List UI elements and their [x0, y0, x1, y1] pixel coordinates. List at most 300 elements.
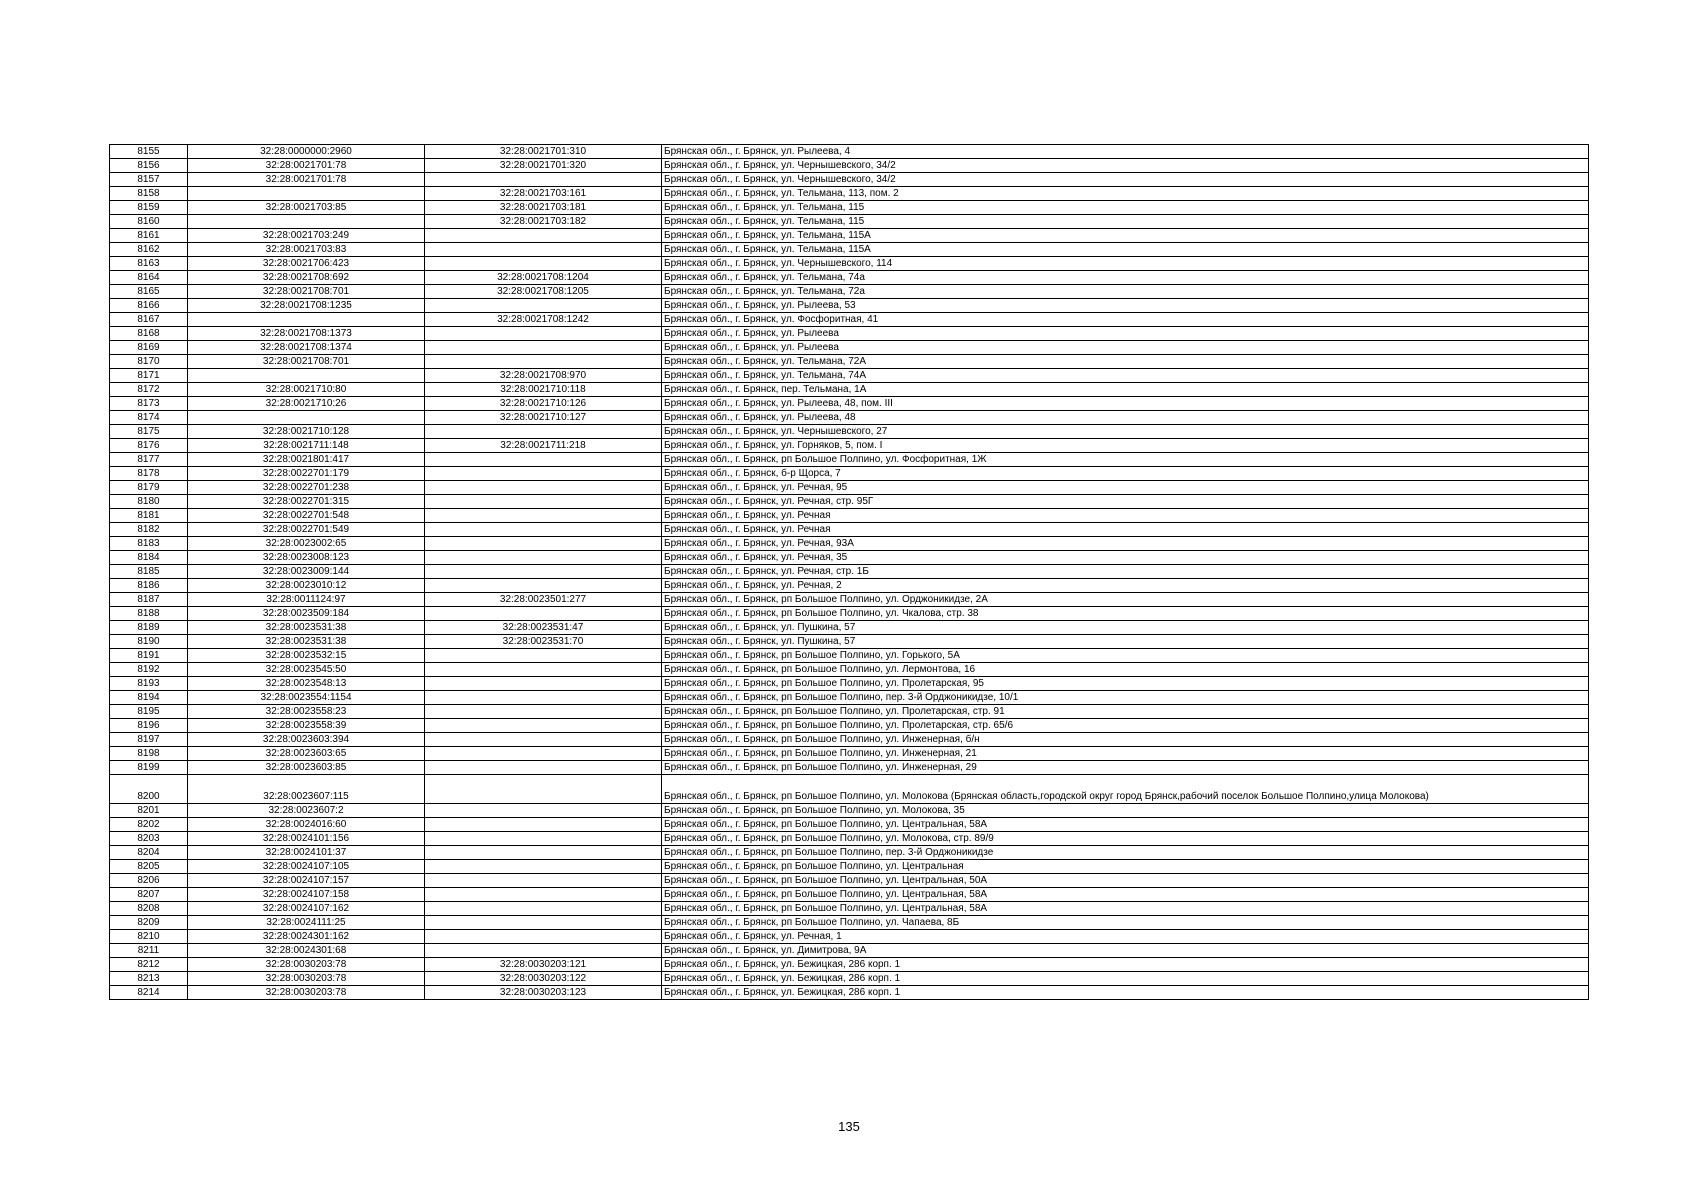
cadastral-number-cell: 32:28:0023002:65: [188, 537, 425, 551]
table-row: [110, 804, 1589, 818]
address-cell: Брянская обл., г. Брянск, рп Большое Полпино, пер. 3-й Орджоникидзе, 10/1: [662, 691, 1589, 705]
row-number-cell: 8172: [110, 383, 188, 397]
address-cell: Брянская обл., г. Брянск, рп Большое Полпино, ул. Чкалова, стр. 38: [662, 607, 1589, 621]
row-number-cell: 8193: [110, 677, 188, 691]
cadastral-number-cell: [188, 313, 425, 327]
row-number-cell: 8207: [110, 888, 188, 902]
row-number-cell: 8156: [110, 159, 188, 173]
table-row: [110, 930, 1589, 944]
object-number-cell: [425, 425, 662, 439]
table-row: [110, 944, 1589, 958]
cadastral-number-cell: 32:28:0024101:156: [188, 832, 425, 846]
address-cell: Брянская обл., г. Брянск, ул. Речная, стр. 95Г: [662, 495, 1589, 509]
row-number-cell: 8162: [110, 243, 188, 257]
address-cell: Брянская обл., г. Брянск, рп Большое Полпино, пер. 3-й Орджоникидзе: [662, 846, 1589, 860]
object-number-cell: 32:28:0023531:70: [425, 635, 662, 649]
row-number-cell: 8192: [110, 663, 188, 677]
table-row: [110, 299, 1589, 313]
address-cell: Брянская обл., г. Брянск, ул. Тельмана, 115: [662, 215, 1589, 229]
row-number-cell: 8182: [110, 523, 188, 537]
object-number-cell: [425, 860, 662, 874]
cadastral-number-cell: 32:28:0024107:157: [188, 874, 425, 888]
table-row: [110, 761, 1589, 775]
object-number-cell: 32:28:0023501:277: [425, 593, 662, 607]
cadastral-number-cell: 32:28:0022701:548: [188, 509, 425, 523]
table-row: [110, 747, 1589, 761]
row-number-cell: 8160: [110, 215, 188, 229]
object-number-cell: [425, 874, 662, 888]
object-number-cell: [425, 832, 662, 846]
table-row: [110, 313, 1589, 327]
address-cell: Брянская обл., г. Брянск, ул. Фосфоритная, 41: [662, 313, 1589, 327]
object-number-cell: [425, 804, 662, 818]
table-row: [110, 565, 1589, 579]
table-row: [110, 986, 1589, 1000]
table-row: [110, 888, 1589, 902]
table-row: [110, 523, 1589, 537]
table-row: [110, 621, 1589, 635]
address-cell: Брянская обл., г. Брянск, ул. Тельмана, 74А: [662, 369, 1589, 383]
table-row: [110, 607, 1589, 621]
object-number-cell: 32:28:0030203:123: [425, 986, 662, 1000]
row-number-cell: 8180: [110, 495, 188, 509]
address-cell: Брянская обл., г. Брянск, ул. Тельмана, 72А: [662, 355, 1589, 369]
object-number-cell: [425, 649, 662, 663]
object-number-cell: [425, 523, 662, 537]
cadastral-number-cell: 32:28:0024107:105: [188, 860, 425, 874]
table-row: [110, 691, 1589, 705]
table-row: [110, 635, 1589, 649]
cadastral-number-cell: 32:28:0021706:423: [188, 257, 425, 271]
row-number-cell: 8181: [110, 509, 188, 523]
address-cell: Брянская обл., г. Брянск, рп Большое Полпино, ул. Инженерная, 21: [662, 747, 1589, 761]
registry-table: [109, 144, 1589, 1000]
cadastral-number-cell: 32:28:0021710:80: [188, 383, 425, 397]
cadastral-number-cell: 32:28:0021708:1374: [188, 341, 425, 355]
object-number-cell: [425, 930, 662, 944]
address-cell: Брянская обл., г. Брянск, б-р Щорса, 7: [662, 467, 1589, 481]
table-row: [110, 705, 1589, 719]
table-row: [110, 958, 1589, 972]
cadastral-number-cell: 32:28:0022701:238: [188, 481, 425, 495]
table-row: [110, 201, 1589, 215]
object-number-cell: [425, 341, 662, 355]
cadastral-number-cell: 32:28:0023603:65: [188, 747, 425, 761]
object-number-cell: 32:28:0021710:118: [425, 383, 662, 397]
row-number-cell: 8177: [110, 453, 188, 467]
table-row: [110, 832, 1589, 846]
cadastral-number-cell: 32:28:0023554:1154: [188, 691, 425, 705]
row-number-cell: 8188: [110, 607, 188, 621]
address-cell: Брянская обл., г. Брянск, пер. Тельмана, 1А: [662, 383, 1589, 397]
object-number-cell: [425, 761, 662, 775]
cadastral-number-cell: 32:28:0021701:78: [188, 173, 425, 187]
row-number-cell: 8155: [110, 145, 188, 159]
cadastral-number-cell: 32:28:0024111:25: [188, 916, 425, 930]
cadastral-number-cell: 32:28:0021701:78: [188, 159, 425, 173]
table-row: [110, 355, 1589, 369]
row-number-cell: 8212: [110, 958, 188, 972]
address-cell: Брянская обл., г. Брянск, рп Большое Полпино, ул. Инженерная, 29: [662, 761, 1589, 775]
table-row: [110, 874, 1589, 888]
table-row: [110, 383, 1589, 397]
table-row: [110, 719, 1589, 733]
table-row: [110, 215, 1589, 229]
table-row: [110, 649, 1589, 663]
cadastral-number-cell: 32:28:0030203:78: [188, 958, 425, 972]
address-cell: Брянская обл., г. Брянск, ул. Рылеева: [662, 341, 1589, 355]
address-cell: Брянская обл., г. Брянск, ул. Пушкина, 57: [662, 621, 1589, 635]
object-number-cell: [425, 551, 662, 565]
row-number-cell: 8165: [110, 285, 188, 299]
cadastral-number-cell: [188, 411, 425, 425]
row-number-cell: 8163: [110, 257, 188, 271]
object-number-cell: 32:28:0021701:320: [425, 159, 662, 173]
table-row: [110, 187, 1589, 201]
row-number-cell: 8178: [110, 467, 188, 481]
row-number-cell: 8157: [110, 173, 188, 187]
cadastral-number-cell: 32:28:0021708:701: [188, 285, 425, 299]
row-number-cell: 8185: [110, 565, 188, 579]
object-number-cell: 32:28:0021710:126: [425, 397, 662, 411]
address-cell: Брянская обл., г. Брянск, рп Большое Полпино, ул. Молокова, стр. 89/9: [662, 832, 1589, 846]
cadastral-number-cell: 32:28:0021708:692: [188, 271, 425, 285]
object-number-cell: 32:28:0021708:1204: [425, 271, 662, 285]
cadastral-number-cell: 32:28:0023558:23: [188, 705, 425, 719]
row-number-cell: 8206: [110, 874, 188, 888]
object-number-cell: [425, 173, 662, 187]
object-number-cell: [425, 663, 662, 677]
address-cell: Брянская обл., г. Брянск, рп Большое Полпино, ул. Фосфоритная, 1Ж: [662, 453, 1589, 467]
table-row: [110, 481, 1589, 495]
cadastral-number-cell: [188, 215, 425, 229]
cadastral-number-cell: 32:28:0030203:78: [188, 972, 425, 986]
row-number-cell: 8201: [110, 804, 188, 818]
row-number-cell: 8205: [110, 860, 188, 874]
cadastral-number-cell: 32:28:0023532:15: [188, 649, 425, 663]
row-number-cell: 8170: [110, 355, 188, 369]
object-number-cell: [425, 299, 662, 313]
table-row: [110, 285, 1589, 299]
row-number-cell: 8196: [110, 719, 188, 733]
cadastral-number-cell: 32:28:0022701:315: [188, 495, 425, 509]
cadastral-number-cell: 32:28:0023603:394: [188, 733, 425, 747]
cadastral-number-cell: 32:28:0021703:249: [188, 229, 425, 243]
object-number-cell: 32:28:0021710:127: [425, 411, 662, 425]
row-number-cell: 8161: [110, 229, 188, 243]
address-cell: Брянская обл., г. Брянск, рп Большое Полпино, ул. Центральная, 58А: [662, 818, 1589, 832]
table-row: [110, 257, 1589, 271]
cadastral-number-cell: 32:28:0023008:123: [188, 551, 425, 565]
cadastral-number-cell: 32:28:0021703:85: [188, 201, 425, 215]
row-number-cell: 8199: [110, 761, 188, 775]
address-cell: Брянская обл., г. Брянск, рп Большое Полпино, ул. Центральная, 58А: [662, 902, 1589, 916]
cadastral-number-cell: 32:28:0023603:85: [188, 761, 425, 775]
table-row: [110, 271, 1589, 285]
address-cell: Брянская обл., г. Брянск, ул. Чернышевского, 34/2: [662, 159, 1589, 173]
row-number-cell: 8202: [110, 818, 188, 832]
address-cell: Брянская обл., г. Брянск, ул. Чернышевского, 34/2: [662, 173, 1589, 187]
page-number: 135: [838, 1119, 860, 1134]
object-number-cell: [425, 747, 662, 761]
object-number-cell: 32:28:0021701:310: [425, 145, 662, 159]
row-number-cell: 8209: [110, 916, 188, 930]
cadastral-number-cell: 32:28:0024016:60: [188, 818, 425, 832]
address-cell: Брянская обл., г. Брянск, ул. Рылеева, 48, пом. III: [662, 397, 1589, 411]
row-number-cell: 8200: [110, 775, 188, 804]
address-cell: Брянская обл., г. Брянск, ул. Чернышевского, 114: [662, 257, 1589, 271]
table-row: [110, 369, 1589, 383]
table-row: [110, 846, 1589, 860]
object-number-cell: [425, 705, 662, 719]
table-row: [110, 663, 1589, 677]
address-cell: Брянская обл., г. Брянск, ул. Речная: [662, 523, 1589, 537]
row-number-cell: 8214: [110, 986, 188, 1000]
table-row: [110, 551, 1589, 565]
cadastral-number-cell: 32:28:0021801:417: [188, 453, 425, 467]
address-cell: Брянская обл., г. Брянск, ул. Речная, стр. 1Б: [662, 565, 1589, 579]
cadastral-number-cell: 32:28:0024301:162: [188, 930, 425, 944]
address-cell: Брянская обл., г. Брянск, ул. Рылеева: [662, 327, 1589, 341]
object-number-cell: 32:28:0021703:182: [425, 215, 662, 229]
row-number-cell: 8187: [110, 593, 188, 607]
address-cell: Брянская обл., г. Брянск, ул. Горняков, 5, пом. I: [662, 439, 1589, 453]
row-number-cell: 8198: [110, 747, 188, 761]
row-number-cell: 8189: [110, 621, 188, 635]
table-row: [110, 439, 1589, 453]
row-number-cell: 8210: [110, 930, 188, 944]
object-number-cell: [425, 719, 662, 733]
address-cell: Брянская обл., г. Брянск, рп Большое Полпино, ул. Молокова (Брянская область,городской округ город Брянск,рабочий поселок Большое Полпино,улица Молокова): [662, 775, 1589, 804]
row-number-cell: 8159: [110, 201, 188, 215]
row-number-cell: 8179: [110, 481, 188, 495]
address-cell: Брянская обл., г. Брянск, ул. Речная, 1: [662, 930, 1589, 944]
row-number-cell: 8208: [110, 902, 188, 916]
address-cell: Брянская обл., г. Брянск, рп Большое Полпино, ул. Центральная, 58А: [662, 888, 1589, 902]
address-cell: Брянская обл., г. Брянск, рп Большое Полпино, ул. Инженерная, б/н: [662, 733, 1589, 747]
address-cell: Брянская обл., г. Брянск, рп Большое Полпино, ул. Орджоникидзе, 2А: [662, 593, 1589, 607]
object-number-cell: [425, 509, 662, 523]
cadastral-number-cell: 32:28:0021708:1373: [188, 327, 425, 341]
object-number-cell: [425, 565, 662, 579]
row-number-cell: 8213: [110, 972, 188, 986]
table-row: [110, 775, 1589, 804]
object-number-cell: [425, 495, 662, 509]
cadastral-number-cell: 32:28:0023509:184: [188, 607, 425, 621]
object-number-cell: 32:28:0021708:1205: [425, 285, 662, 299]
cadastral-number-cell: 32:28:0011124:97: [188, 593, 425, 607]
row-number-cell: 8195: [110, 705, 188, 719]
object-number-cell: 32:28:0021703:161: [425, 187, 662, 201]
table-row: [110, 243, 1589, 257]
object-number-cell: [425, 902, 662, 916]
object-number-cell: [425, 691, 662, 705]
object-number-cell: [425, 243, 662, 257]
address-cell: Брянская обл., г. Брянск, ул. Речная, 35: [662, 551, 1589, 565]
object-number-cell: 32:28:0021703:181: [425, 201, 662, 215]
cadastral-number-cell: 32:28:0023009:144: [188, 565, 425, 579]
row-number-cell: 8211: [110, 944, 188, 958]
address-cell: Брянская обл., г. Брянск, рп Большое Полпино, ул. Чапаева, 8Б: [662, 916, 1589, 930]
table-row: [110, 579, 1589, 593]
object-number-cell: 32:28:0030203:122: [425, 972, 662, 986]
row-number-cell: 8164: [110, 271, 188, 285]
object-number-cell: [425, 467, 662, 481]
cadastral-number-cell: 32:28:0022701:549: [188, 523, 425, 537]
cadastral-number-cell: 32:28:0023531:38: [188, 635, 425, 649]
object-number-cell: 32:28:0023531:47: [425, 621, 662, 635]
address-cell: Брянская обл., г. Брянск, рп Большое Полпино, ул. Центральная: [662, 860, 1589, 874]
row-number-cell: 8158: [110, 187, 188, 201]
cadastral-number-cell: 32:28:0024107:162: [188, 902, 425, 916]
table-row: [110, 145, 1589, 159]
table-row: [110, 341, 1589, 355]
cadastral-number-cell: 32:28:0024107:158: [188, 888, 425, 902]
address-cell: Брянская обл., г. Брянск, ул. Рылеева, 48: [662, 411, 1589, 425]
object-number-cell: [425, 944, 662, 958]
address-cell: Брянская обл., г. Брянск, ул. Бежицкая, 286 корп. 1: [662, 972, 1589, 986]
address-cell: Брянская обл., г. Брянск, ул. Тельмана, 74а: [662, 271, 1589, 285]
table-row: [110, 411, 1589, 425]
object-number-cell: [425, 453, 662, 467]
address-cell: Брянская обл., г. Брянск, ул. Речная, 2: [662, 579, 1589, 593]
registry-table-body: [110, 145, 1589, 1000]
row-number-cell: 8175: [110, 425, 188, 439]
row-number-cell: 8169: [110, 341, 188, 355]
row-number-cell: 8191: [110, 649, 188, 663]
table-row: [110, 916, 1589, 930]
row-number-cell: 8173: [110, 397, 188, 411]
cadastral-number-cell: 32:28:0024301:68: [188, 944, 425, 958]
row-number-cell: 8166: [110, 299, 188, 313]
object-number-cell: [425, 229, 662, 243]
address-cell: Брянская обл., г. Брянск, ул. Димитрова, 9А: [662, 944, 1589, 958]
row-number-cell: 8167: [110, 313, 188, 327]
row-number-cell: 8194: [110, 691, 188, 705]
cadastral-number-cell: 32:28:0021703:83: [188, 243, 425, 257]
address-cell: Брянская обл., г. Брянск, ул. Речная: [662, 509, 1589, 523]
table-row: [110, 453, 1589, 467]
object-number-cell: [425, 916, 662, 930]
address-cell: Брянская обл., г. Брянск, рп Большое Полпино, ул. Пролетарская, 95: [662, 677, 1589, 691]
table-row: [110, 467, 1589, 481]
row-number-cell: 8184: [110, 551, 188, 565]
cadastral-number-cell: [188, 187, 425, 201]
row-number-cell: 8186: [110, 579, 188, 593]
table-row: [110, 327, 1589, 341]
address-cell: Брянская обл., г. Брянск, рп Большое Полпино, ул. Центральная, 50А: [662, 874, 1589, 888]
cadastral-number-cell: 32:28:0024101:37: [188, 846, 425, 860]
object-number-cell: 32:28:0021708:1242: [425, 313, 662, 327]
cadastral-number-cell: 32:28:0023010:12: [188, 579, 425, 593]
table-row: [110, 173, 1589, 187]
address-cell: Брянская обл., г. Брянск, ул. Рылеева, 53: [662, 299, 1589, 313]
address-cell: Брянская обл., г. Брянск, ул. Чернышевского, 27: [662, 425, 1589, 439]
address-cell: Брянская обл., г. Брянск, ул. Тельмана, 115: [662, 201, 1589, 215]
object-number-cell: [425, 579, 662, 593]
object-number-cell: 32:28:0030203:121: [425, 958, 662, 972]
cadastral-number-cell: 32:28:0023545:50: [188, 663, 425, 677]
address-cell: Брянская обл., г. Брянск, ул. Бежицкая, 286 корп. 1: [662, 958, 1589, 972]
table-row: [110, 972, 1589, 986]
object-number-cell: [425, 677, 662, 691]
address-cell: Брянская обл., г. Брянск, ул. Тельмана, 113, пом. 2: [662, 187, 1589, 201]
object-number-cell: [425, 775, 662, 804]
cadastral-number-cell: 32:28:0021711:148: [188, 439, 425, 453]
cadastral-number-cell: 32:28:0021710:26: [188, 397, 425, 411]
row-number-cell: 8183: [110, 537, 188, 551]
row-number-cell: 8174: [110, 411, 188, 425]
cadastral-number-cell: 32:28:0023607:2: [188, 804, 425, 818]
table-row: [110, 537, 1589, 551]
address-cell: Брянская обл., г. Брянск, ул. Тельмана, 115А: [662, 229, 1589, 243]
table-row: [110, 229, 1589, 243]
table-row: [110, 593, 1589, 607]
address-cell: Брянская обл., г. Брянск, ул. Бежицкая, 286 корп. 1: [662, 986, 1589, 1000]
row-number-cell: 8168: [110, 327, 188, 341]
object-number-cell: [425, 846, 662, 860]
table-row: [110, 818, 1589, 832]
table-row: [110, 677, 1589, 691]
object-number-cell: 32:28:0021711:218: [425, 439, 662, 453]
object-number-cell: [425, 818, 662, 832]
object-number-cell: [425, 733, 662, 747]
cadastral-number-cell: 32:28:0021710:128: [188, 425, 425, 439]
table-row: [110, 495, 1589, 509]
address-cell: Брянская обл., г. Брянск, ул. Тельмана, 115А: [662, 243, 1589, 257]
address-cell: Брянская обл., г. Брянск, ул. Рылеева, 4: [662, 145, 1589, 159]
object-number-cell: [425, 327, 662, 341]
address-cell: Брянская обл., г. Брянск, ул. Речная, 95: [662, 481, 1589, 495]
row-number-cell: 8190: [110, 635, 188, 649]
address-cell: Брянская обл., г. Брянск, рп Большое Полпино, ул. Пролетарская, стр. 91: [662, 705, 1589, 719]
row-number-cell: 8197: [110, 733, 188, 747]
table-row: [110, 509, 1589, 523]
object-number-cell: 32:28:0021708:970: [425, 369, 662, 383]
object-number-cell: [425, 355, 662, 369]
cadastral-number-cell: 32:28:0022701:179: [188, 467, 425, 481]
table-row: [110, 425, 1589, 439]
object-number-cell: [425, 257, 662, 271]
address-cell: Брянская обл., г. Брянск, ул. Речная, 93А: [662, 537, 1589, 551]
cadastral-number-cell: 32:28:0023548:13: [188, 677, 425, 691]
row-number-cell: 8204: [110, 846, 188, 860]
cadastral-number-cell: 32:28:0021708:1235: [188, 299, 425, 313]
cadastral-number-cell: 32:28:0023558:39: [188, 719, 425, 733]
table-row: [110, 902, 1589, 916]
address-cell: Брянская обл., г. Брянск, ул. Тельмана, 72а: [662, 285, 1589, 299]
row-number-cell: 8171: [110, 369, 188, 383]
table-row: [110, 397, 1589, 411]
object-number-cell: [425, 481, 662, 495]
address-cell: Брянская обл., г. Брянск, рп Большое Полпино, ул. Горького, 5А: [662, 649, 1589, 663]
row-number-cell: 8203: [110, 832, 188, 846]
object-number-cell: [425, 888, 662, 902]
address-cell: Брянская обл., г. Брянск, ул. Пушкина, 57: [662, 635, 1589, 649]
table-row: [110, 159, 1589, 173]
cadastral-number-cell: 32:28:0023607:115: [188, 775, 425, 804]
address-cell: Брянская обл., г. Брянск, рп Большое Полпино, ул. Пролетарская, стр. 65/6: [662, 719, 1589, 733]
cadastral-number-cell: 32:28:0000000:2960: [188, 145, 425, 159]
table-row: [110, 733, 1589, 747]
address-cell: Брянская обл., г. Брянск, рп Большое Полпино, ул. Молокова, 35: [662, 804, 1589, 818]
object-number-cell: [425, 607, 662, 621]
cadastral-number-cell: 32:28:0021708:701: [188, 355, 425, 369]
cadastral-number-cell: 32:28:0023531:38: [188, 621, 425, 635]
cadastral-number-cell: 32:28:0030203:78: [188, 986, 425, 1000]
object-number-cell: [425, 537, 662, 551]
row-number-cell: 8176: [110, 439, 188, 453]
